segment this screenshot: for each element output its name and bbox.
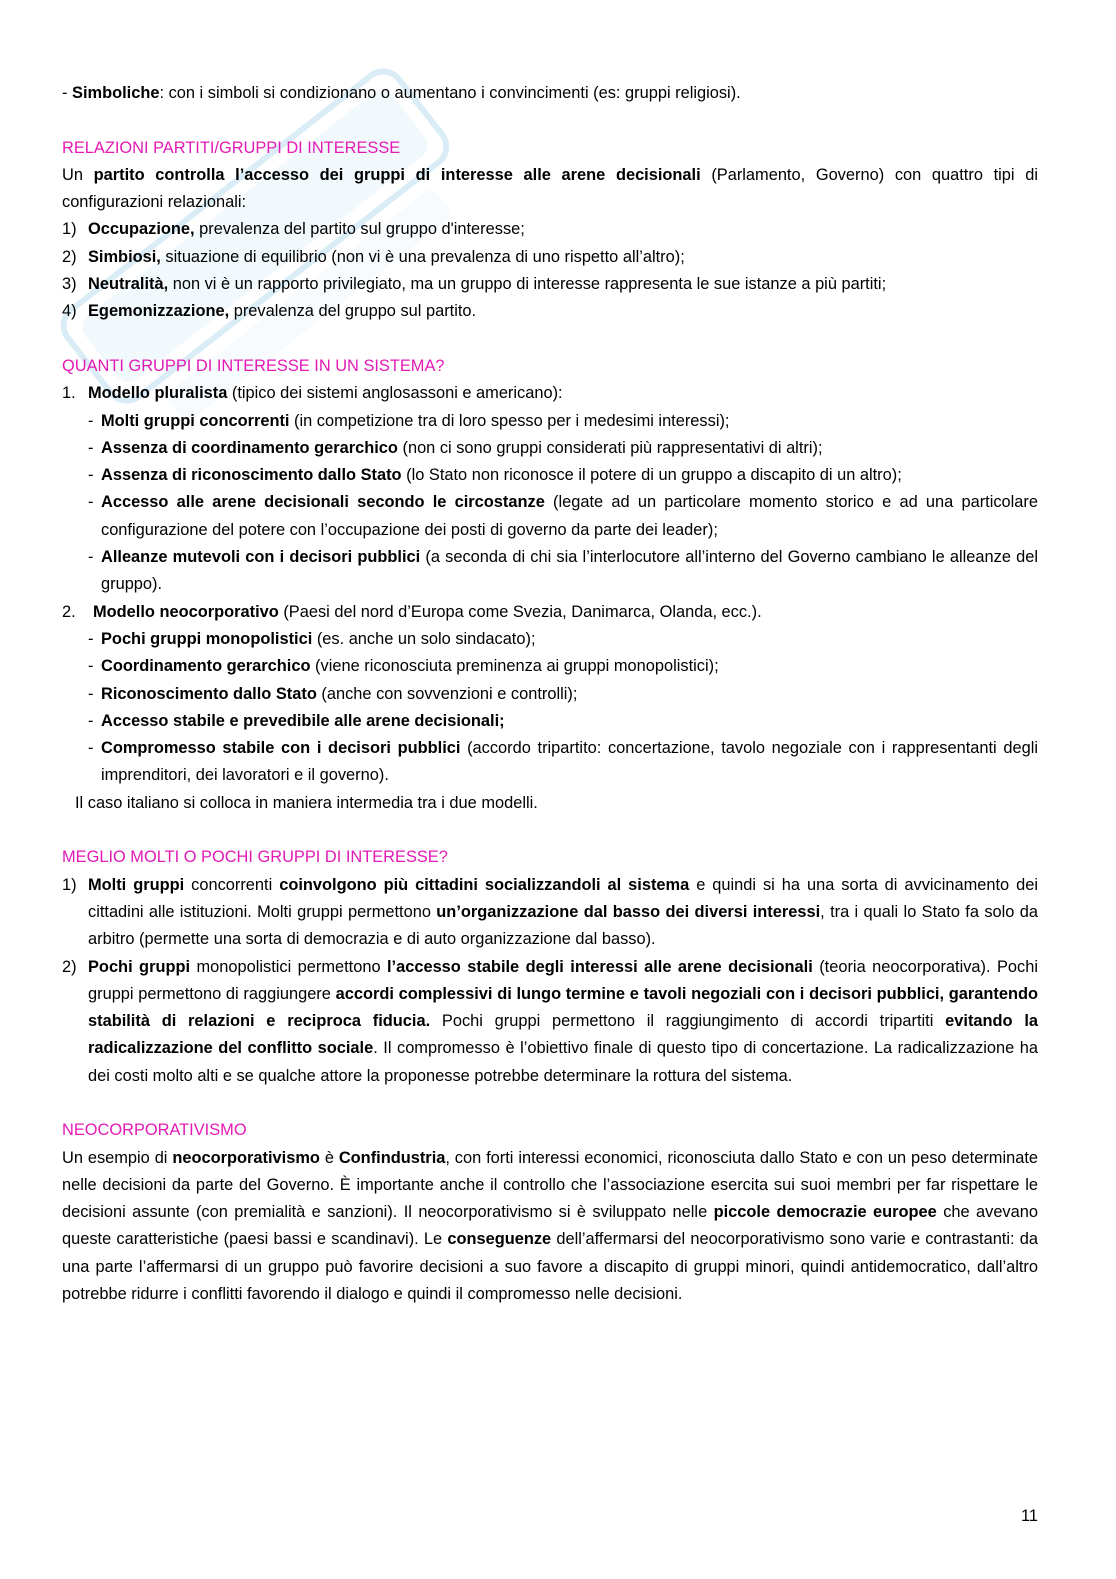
text-run: Un esempio di xyxy=(62,1148,173,1167)
list-item-body xyxy=(101,653,1038,680)
list-marker: 4) xyxy=(62,302,77,321)
list-item-body xyxy=(101,708,1038,735)
text-run: che avevano queste caratteristiche (paesi bassi e scandinavi). Le xyxy=(62,1203,1038,1249)
feature-item xyxy=(88,489,1038,544)
list-item-body xyxy=(88,380,1038,407)
feature-item xyxy=(88,626,1038,653)
section-paragraph xyxy=(62,1145,1038,1309)
feature-term: Alleanze mutevoli con i decisori pubblici xyxy=(101,548,421,567)
bold-run: neocorporativismo xyxy=(172,1148,320,1167)
feature-text: (es. anche un solo sindacato); xyxy=(312,629,536,648)
list-item xyxy=(62,216,1038,243)
text-run: (Parlamento, Governo) con quattro tipi di configurazioni relazionali: xyxy=(62,165,1038,212)
list-item-body xyxy=(101,735,1038,790)
bullet-marker: - xyxy=(88,657,94,676)
feature-text: (viene riconosciuta preminenza ai gruppi monopolistici); xyxy=(310,657,719,676)
feature-item xyxy=(88,653,1038,680)
feature-list xyxy=(62,408,1038,599)
list-item-body xyxy=(101,544,1038,599)
spacer xyxy=(62,817,1038,844)
feature-term: Assenza di coordinamento gerarchico xyxy=(101,438,398,457)
intro-marker: - xyxy=(62,84,68,102)
list-text: situazione di equilibrio (non vi è una prevalenza di uno rispetto all’altro); xyxy=(160,247,685,266)
bullet-marker: - xyxy=(88,629,94,648)
bullet-marker: - xyxy=(88,438,94,457)
bullet-marker: - xyxy=(88,739,94,758)
text-run: concorrenti xyxy=(184,875,280,894)
bullet-marker: - xyxy=(88,466,94,485)
feature-text: (anche con sovvenzioni e controlli); xyxy=(316,684,578,703)
list-text: prevalenza del partito sul gruppo d'interesse; xyxy=(194,220,525,239)
bold-run: partito controlla l’accesso dei gruppi di interesse alle arene decisionali xyxy=(93,165,701,184)
feature-text: (lo Stato non riconosce il potere di un gruppo a discapito di un altro); xyxy=(401,466,902,485)
italian-case-note: Il caso italiano si colloca in maniera intermedia tra i due modelli. xyxy=(75,793,538,812)
bold-run: evitando la radicalizzazione del conflitto sociale xyxy=(88,1012,1038,1058)
page-number: 11 xyxy=(1020,1507,1038,1525)
feature-item xyxy=(88,462,1038,489)
feature-term: Accesso alle arene decisionali secondo le circostanze xyxy=(101,493,545,512)
bullet-marker: - xyxy=(88,711,94,730)
model-title: Modello neocorporativo xyxy=(93,602,279,621)
list-item xyxy=(62,271,1038,298)
feature-list xyxy=(62,626,1038,790)
bullet-marker: - xyxy=(88,493,94,512)
text-run: monopolistici permettono xyxy=(190,957,387,976)
list-item xyxy=(62,244,1038,271)
model-item xyxy=(62,599,1038,626)
list-item-body xyxy=(88,872,1038,954)
intro-text: : con i simboli si condizionano o aumentano i convincimenti (es: gruppi religiosi). xyxy=(159,84,741,102)
list-item-body xyxy=(93,599,1038,626)
list-item-body xyxy=(88,244,1038,271)
bold-run: Pochi gruppi xyxy=(88,957,191,976)
list-marker: 2) xyxy=(62,957,77,976)
bullet-marker: - xyxy=(88,684,94,703)
list-marker: 1) xyxy=(62,220,77,239)
list-marker: 3) xyxy=(62,275,77,294)
feature-term: Coordinamento gerarchico xyxy=(101,657,311,676)
feature-item xyxy=(88,544,1038,599)
spacer xyxy=(62,1090,1038,1117)
spacer xyxy=(62,326,1038,353)
bullet-marker: - xyxy=(88,548,94,567)
list-item-body xyxy=(101,626,1038,653)
feature-text: (a seconda di chi sia l’interlocutore all’interno del Governo cambiano le alleanze del gruppo). xyxy=(101,548,1038,594)
list-item xyxy=(62,872,1038,954)
text-run: , tra i quali lo Stato fa solo da arbitro (permette una sorta di democrazia e di auto organizzazione dal basso). xyxy=(88,902,1038,949)
bullet-marker: - xyxy=(88,411,94,430)
list-text: prevalenza del gruppo sul partito. xyxy=(229,302,477,321)
text-run: e quindi si ha una sorta di avvicinamento dei cittadini alle istituzioni. Molti gruppi permettono xyxy=(88,875,1038,921)
list-marker: 1) xyxy=(62,875,77,894)
bold-run: conseguenze xyxy=(447,1230,552,1249)
text-run: , con forti interessi economici, riconosciuta dallo Stato e con un peso determinate nelle decisioni da parte del Governo. È importante anche il controllo che l’associazione esercita sui suoi membri per far rispettare le decisioni assunte (con premialità e sanzioni). Il neocorporativismo si è sviluppato nelle xyxy=(62,1148,1038,1222)
feature-item xyxy=(88,681,1038,708)
list-item xyxy=(62,298,1038,325)
intro-bullet xyxy=(62,80,1038,107)
bold-run: accordi complessivi di lungo termine e tavoli negoziali con i decisori pubblici, garantendo stabilità di relazioni e reciproca fiducia. xyxy=(88,984,1039,1031)
list-item-body xyxy=(101,435,1038,462)
bold-run: un’organizzazione dal basso dei diversi interessi xyxy=(436,902,821,921)
feature-text: (accordo tripartito: concertazione, tavolo negoziale con i rappresentanti degli imprenditori, dei lavoratori e il governo). xyxy=(101,739,1038,785)
list-item-body xyxy=(88,271,1038,298)
section-paragraph xyxy=(62,162,1038,217)
section-heading-quanti-gruppi: QUANTI GRUPPI DI INTERESSE IN UN SISTEMA? xyxy=(62,356,445,375)
feature-term: Assenza di riconoscimento dallo Stato xyxy=(101,466,402,485)
text-run: Pochi gruppi permettono il raggiungimento di accordi tripartiti xyxy=(430,1012,946,1031)
list-item-body xyxy=(88,298,1038,325)
feature-text: (legate ad un particolare momento storico e ad una particolare configurazione del potere con l’occupazione dei posti di governo da parte dei leader); xyxy=(101,493,1039,539)
feature-term: Accesso stabile e prevedibile alle arene decisionali; xyxy=(101,711,505,730)
feature-text: (non ci sono gruppi considerati più rappresentativi di altri); xyxy=(397,438,823,457)
feature-term: Pochi gruppi monopolistici xyxy=(101,629,313,648)
text-run: (teoria neocorporativa). Pochi gruppi permettono di raggiungere xyxy=(88,957,1038,1003)
bold-run: Molti gruppi xyxy=(88,875,185,894)
text-run: Un xyxy=(62,165,94,184)
text-run: . Il compromesso è l’obiettivo finale di questo tipo di concertazione. La radicalizzazione ha dei costi molto alti e se qualche attore la proponesse potrebbe determinare la rottura del sistema. xyxy=(88,1039,1038,1085)
list-item-body xyxy=(101,489,1038,544)
list-term: Neutralità, xyxy=(88,275,169,294)
feature-text: (in competizione tra di loro spesso per i medesimi interessi); xyxy=(289,411,730,430)
text-run: è xyxy=(319,1148,339,1167)
list-item-body xyxy=(101,408,1038,435)
bold-run: Confindustria xyxy=(338,1148,446,1167)
model-title: Modello pluralista xyxy=(88,384,228,403)
feature-item xyxy=(88,708,1038,735)
list-term: Egemonizzazione, xyxy=(88,302,230,321)
intro-term: Simboliche xyxy=(72,84,160,102)
list-item xyxy=(62,954,1038,1090)
list-text: non vi è un rapporto privilegiato, ma un gruppo di interesse rappresenta le sue istanze a più partiti; xyxy=(168,275,887,294)
model-item xyxy=(62,380,1038,407)
bold-run: coinvolgono più cittadini socializzandoli al sistema xyxy=(279,875,690,894)
list-marker: 2. xyxy=(62,602,76,621)
document-page xyxy=(62,80,1038,1308)
feature-term: Riconoscimento dallo Stato xyxy=(101,684,317,703)
feature-item xyxy=(88,435,1038,462)
list-text: (Paesi del nord d’Europa come Svezia, Danimarca, Olanda, ecc.). xyxy=(278,602,762,621)
text-run: dell’affermarsi del neocorporativismo sono varie e contrastanti: da una parte l’affermarsi di un gruppo può favorire decisioni a suo favore a discapito di gruppi minori, quindi antidemocratico, dall’altro potrebbe ridurre i conflitti favorendo il dialogo e quindi il compromesso nelle decisioni. xyxy=(62,1230,1038,1304)
list-item-body xyxy=(101,681,1038,708)
list-item-body xyxy=(88,216,1038,243)
bold-run: l’accesso stabile degli interessi alle arene decisionali xyxy=(387,957,813,976)
spacer xyxy=(62,107,1038,134)
feature-item xyxy=(88,735,1038,790)
list-marker: 2) xyxy=(62,247,77,266)
list-marker: 1. xyxy=(62,384,76,403)
list-item-body xyxy=(88,954,1038,1090)
list-term: Occupazione, xyxy=(88,220,195,239)
feature-item xyxy=(88,408,1038,435)
list-item-body xyxy=(101,462,1038,489)
bold-run: piccole democrazie europee xyxy=(713,1203,937,1222)
section-heading-meglio-molti-o-pochi: MEGLIO MOLTI O POCHI GRUPPI DI INTERESSE? xyxy=(62,848,448,867)
list-term: Simbiosi, xyxy=(88,247,161,266)
list-text: (tipico dei sistemi anglosassoni e americano): xyxy=(227,384,563,403)
feature-term: Molti gruppi concorrenti xyxy=(101,411,290,430)
section-heading-relazioni: RELAZIONI PARTITI/GRUPPI DI INTERESSE xyxy=(62,138,401,157)
feature-term: Compromesso stabile con i decisori pubblici xyxy=(101,739,461,758)
section-heading-neocorporativismo: NEOCORPORATIVISMO xyxy=(62,1121,247,1140)
